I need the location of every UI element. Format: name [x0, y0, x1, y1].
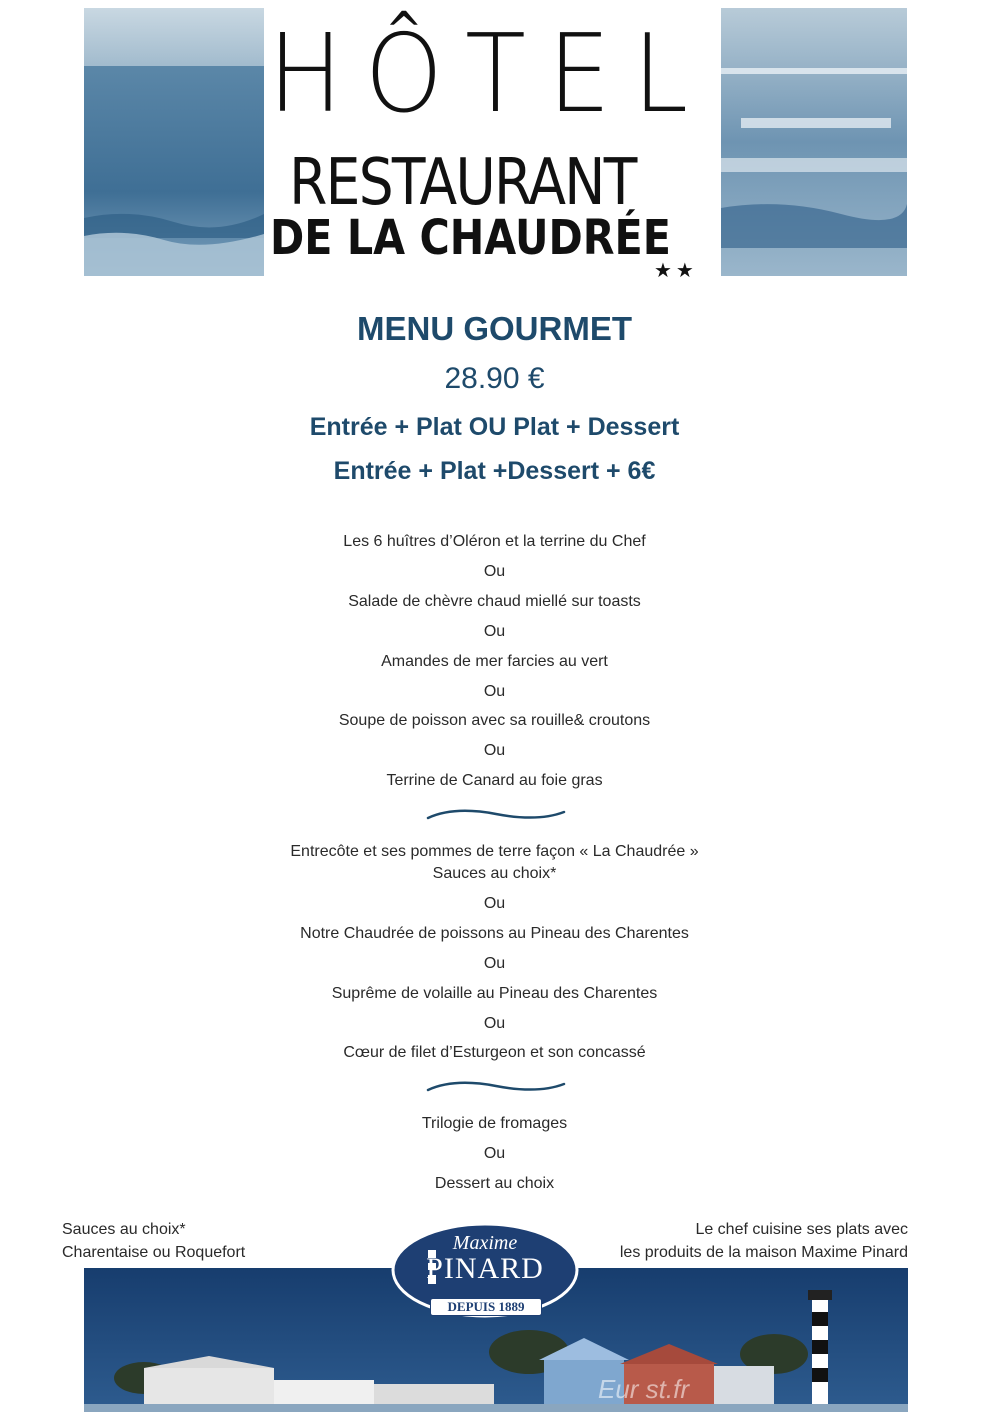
- dessert-item: Trilogie de fromages: [421, 1115, 568, 1132]
- plat-item: Suprême de volaille au Pineau des Charentes: [331, 985, 658, 1002]
- plat-item: Notre Chaudrée de poissons au Pineau des Charentes: [300, 925, 689, 942]
- sea-photo-right: [721, 8, 907, 276]
- chef-note-line-2: les produits de la maison Maxime Pinard: [619, 1244, 908, 1261]
- logo-pinard: PINARD: [426, 1252, 544, 1285]
- logo-chaudree: DE LA CHAUDRÉE: [270, 210, 671, 266]
- dessert-item: Dessert au choix: [434, 1175, 555, 1192]
- watermark: Eur st.fr: [598, 1374, 690, 1404]
- formula-line-1: Entrée + Plat OU Plat + Dessert: [309, 413, 680, 441]
- or-separator: Ou: [483, 623, 506, 640]
- menu-price: 28.90 €: [444, 362, 545, 395]
- sauce-choice-title: Sauces au choix*: [62, 1221, 186, 1238]
- wave-divider-icon: [424, 1076, 568, 1096]
- menu-title: MENU GOURMET: [357, 310, 632, 347]
- plat-item: Cœur de filet d’Esturgeon et son concassé: [343, 1044, 646, 1061]
- formula-line-2: Entrée + Plat +Dessert + 6€: [333, 457, 656, 485]
- chef-note-line-1: Le chef cuisine ses plats avec: [695, 1221, 908, 1238]
- star-rating: ★★: [654, 260, 698, 282]
- or-separator: Ou: [483, 1015, 506, 1032]
- wave-divider-icon: [424, 804, 568, 824]
- or-separator: Ou: [483, 895, 506, 912]
- plat-item: Entrecôte et ses pommes de terre façon « La Chaudrée »: [290, 843, 699, 860]
- or-separator: Ou: [483, 1145, 506, 1162]
- entree-item: Soupe de poisson avec sa rouille& croutons: [338, 712, 651, 729]
- sauce-choice-options: Charentaise ou Roquefort: [62, 1244, 246, 1261]
- entree-item: Les 6 huîtres d’Oléron et la terrine du Chef: [343, 533, 646, 550]
- or-separator: Ou: [483, 955, 506, 972]
- sauce-note: Sauces au choix*: [432, 865, 557, 882]
- entree-item: Salade de chèvre chaud miellé sur toasts: [348, 593, 641, 610]
- entree-item: Terrine de Canard au foie gras: [386, 772, 603, 789]
- maxime-pinard-logo: [390, 1222, 580, 1332]
- logo-maxime: Maxime: [452, 1232, 518, 1254]
- entree-item: Amandes de mer farcies au vert: [381, 653, 608, 670]
- logo-depuis: DEPUIS 1889: [430, 1298, 542, 1316]
- logo-restaurant: RESTAURANT: [289, 146, 636, 220]
- or-separator: Ou: [483, 563, 506, 580]
- logo-hotel: HÔTEL: [268, 12, 711, 137]
- sea-photo-left: [84, 8, 264, 276]
- or-separator: Ou: [483, 742, 506, 759]
- or-separator: Ou: [483, 683, 506, 700]
